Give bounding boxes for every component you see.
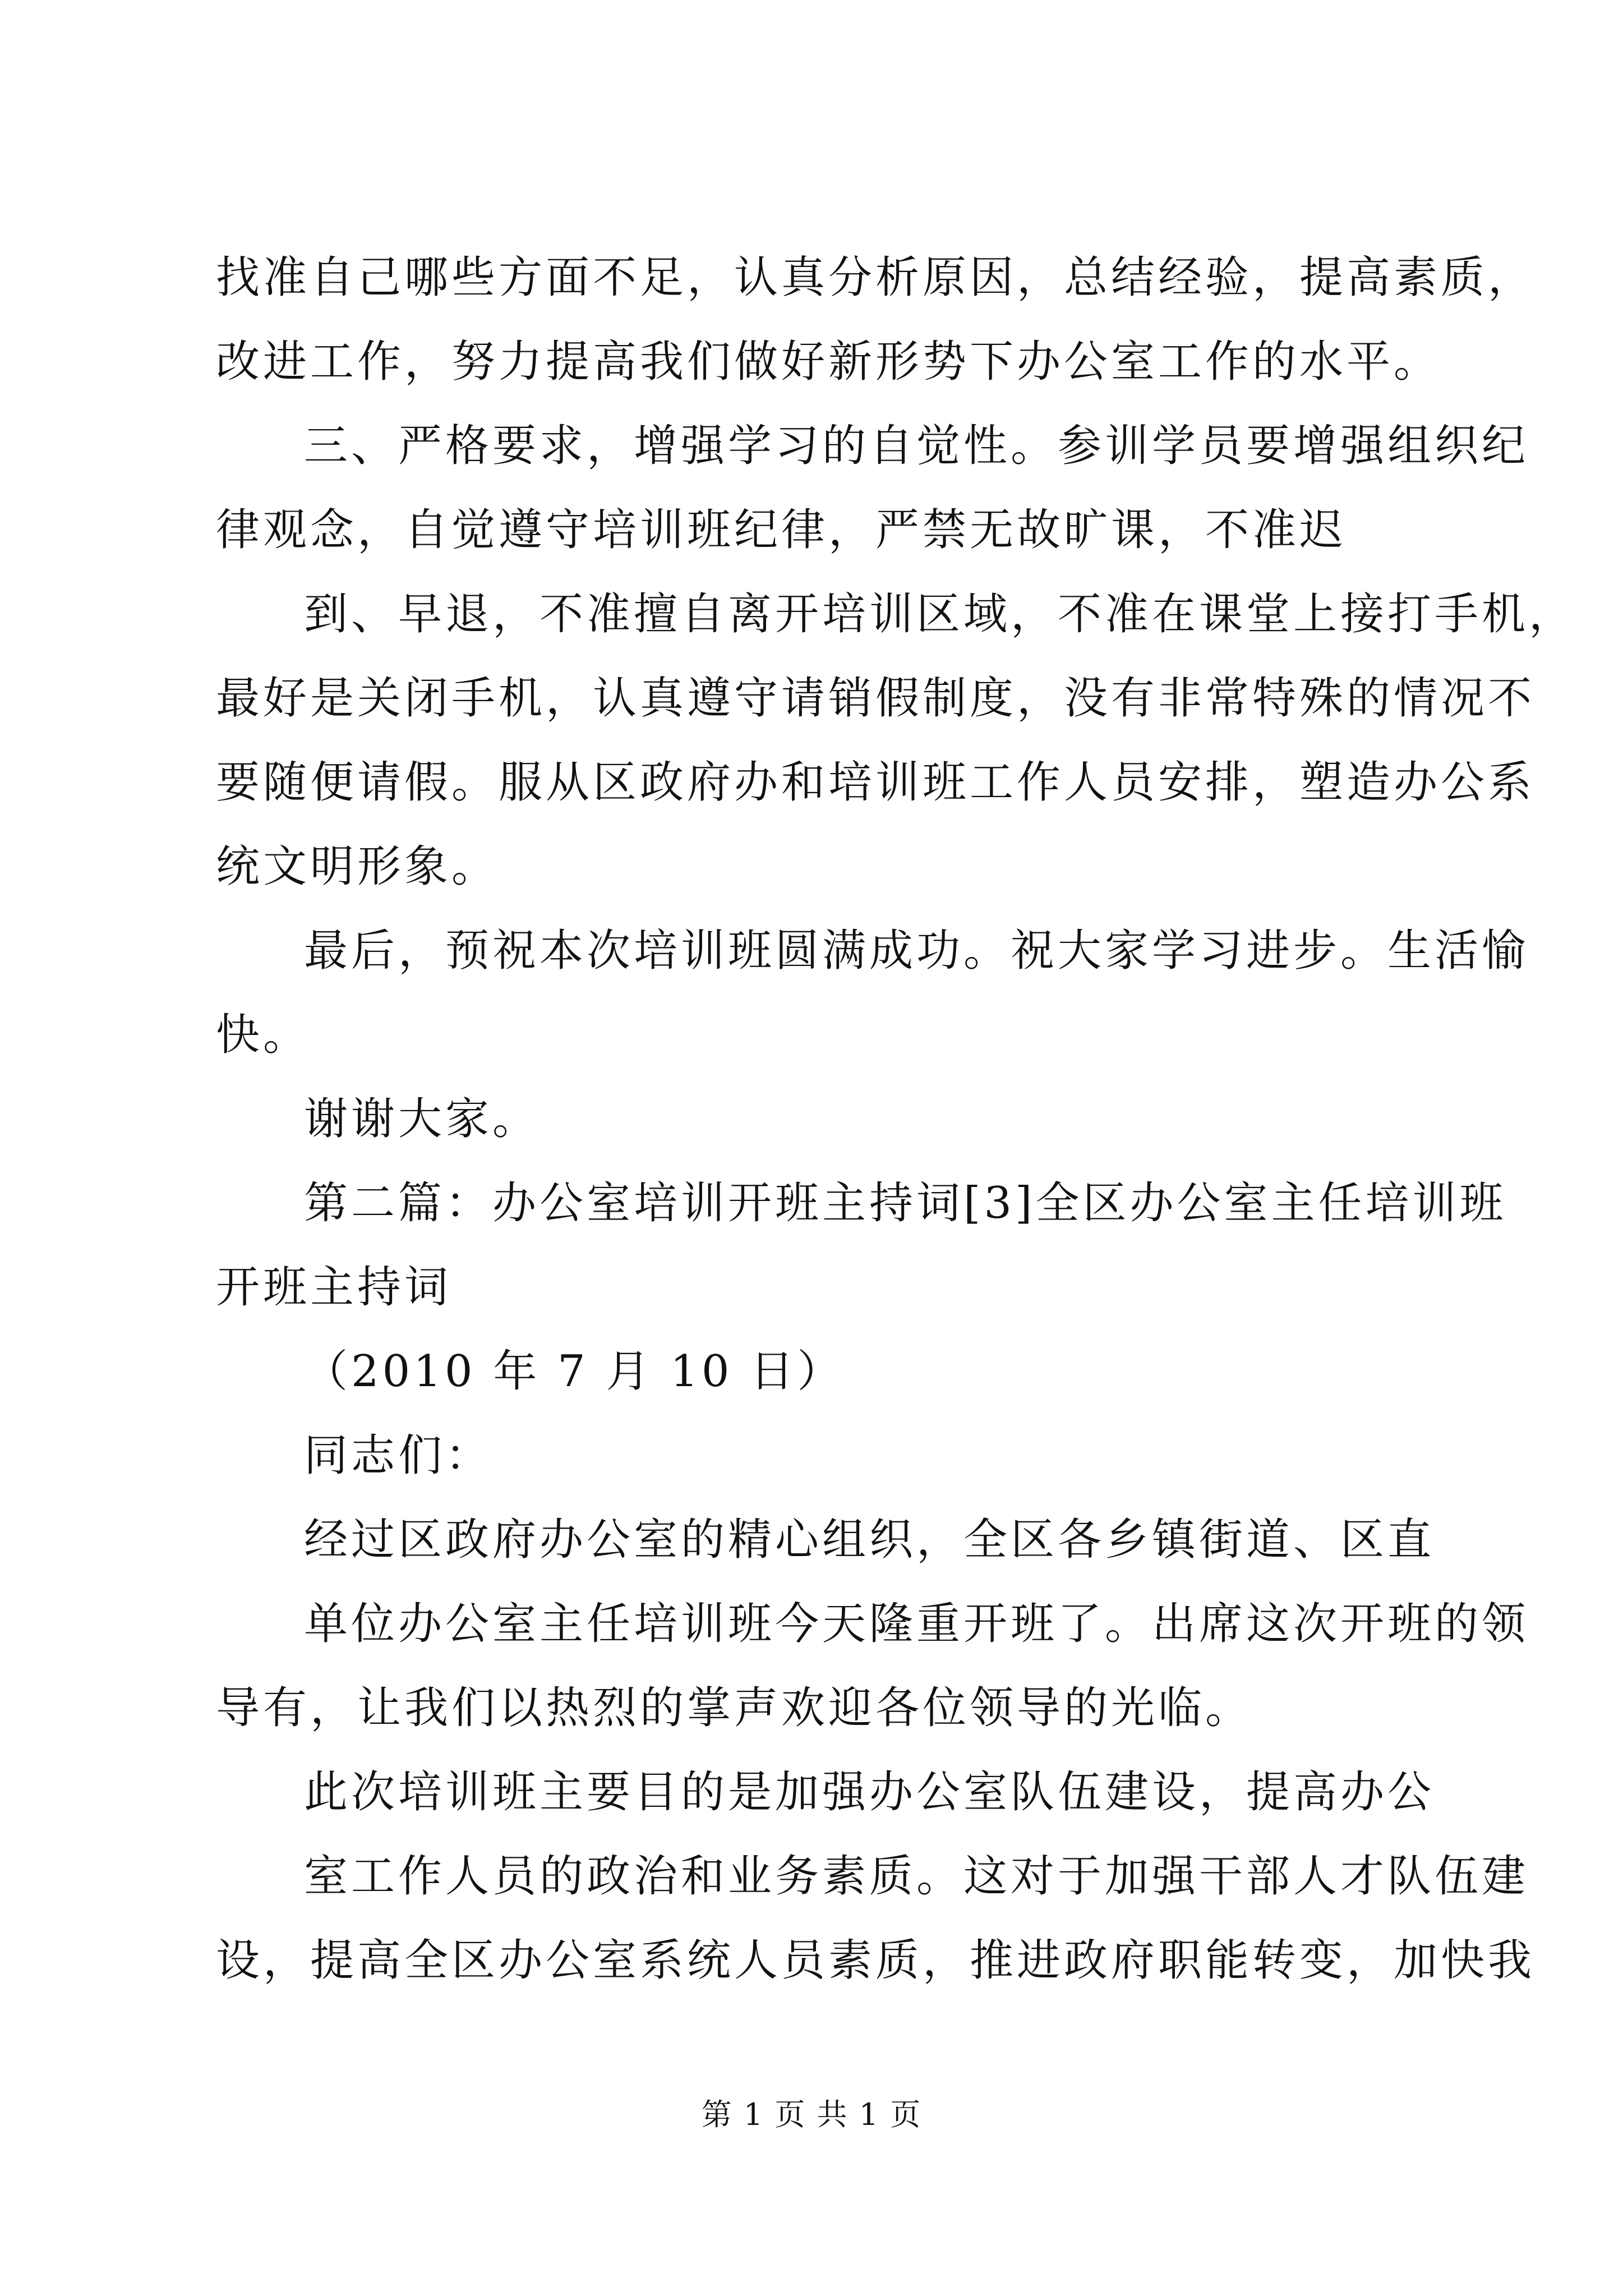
paragraph-start-line: 经过区政府办公室的精心组织，全区各乡镇街道、区直 — [304, 1515, 1435, 1565]
paragraph-start-line: 单位办公室主任培训班今天隆重开班了。出席这次开班的领 — [304, 1599, 1529, 1649]
text-line: 找准自己哪些方面不足，认真分析原因，总结经验，提高素质， — [216, 252, 1536, 303]
text-line: 律观念，自觉遵守培训班纪律，严禁无故旷课，不准迟 — [216, 505, 1347, 555]
salutation-line: 同志们： — [304, 1430, 493, 1481]
paragraph-start-line: 到、早退，不准擅自离开培训区域，不准在课堂上接打手机， — [304, 589, 1576, 639]
section-heading-line: 开班主持词 — [216, 1262, 452, 1313]
text-line: 快。 — [216, 1010, 311, 1060]
text-line: 导有，让我们以热烈的掌声欢迎各位领导的光临。 — [216, 1683, 1253, 1733]
paragraph-start-line: 三、严格要求，增强学习的自觉性。参训学员要增强组织纪 — [304, 421, 1529, 471]
section-heading-line: 第二篇：办公室培训开班主持词[3]全区办公室主任培训班 — [304, 1178, 1507, 1228]
text-line: 设，提高全区办公室系统人员素质，推进政府职能转变，加快我 — [216, 1935, 1536, 1986]
page-number-footer: 第 1 页 共 1 页 — [701, 2097, 922, 2132]
paragraph-start-line: 最后，预祝本次培训班圆满成功。祝大家学习进步。生活愉 — [304, 926, 1529, 976]
text-line: 要随便请假。服从区政府办和培训班工作人员安排，塑造办公系 — [216, 757, 1536, 808]
text-line: 统文明形象。 — [216, 841, 499, 892]
paragraph-start-line: 室工作人员的政治和业务素质。这对于加强干部人才队伍建 — [304, 1851, 1529, 1902]
text-line: 改进工作，努力提高我们做好新形势下办公室工作的水平。 — [216, 337, 1441, 387]
date-line: （2010 年 7 月 10 日） — [304, 1346, 845, 1397]
paragraph-start-line: 此次培训班主要目的是加强办公室队伍建设，提高办公 — [304, 1767, 1435, 1818]
text-line: 最好是关闭手机，认真遵守请销假制度，没有非常特殊的情况不 — [216, 673, 1536, 724]
paragraph-start-line: 谢谢大家。 — [304, 1094, 540, 1144]
